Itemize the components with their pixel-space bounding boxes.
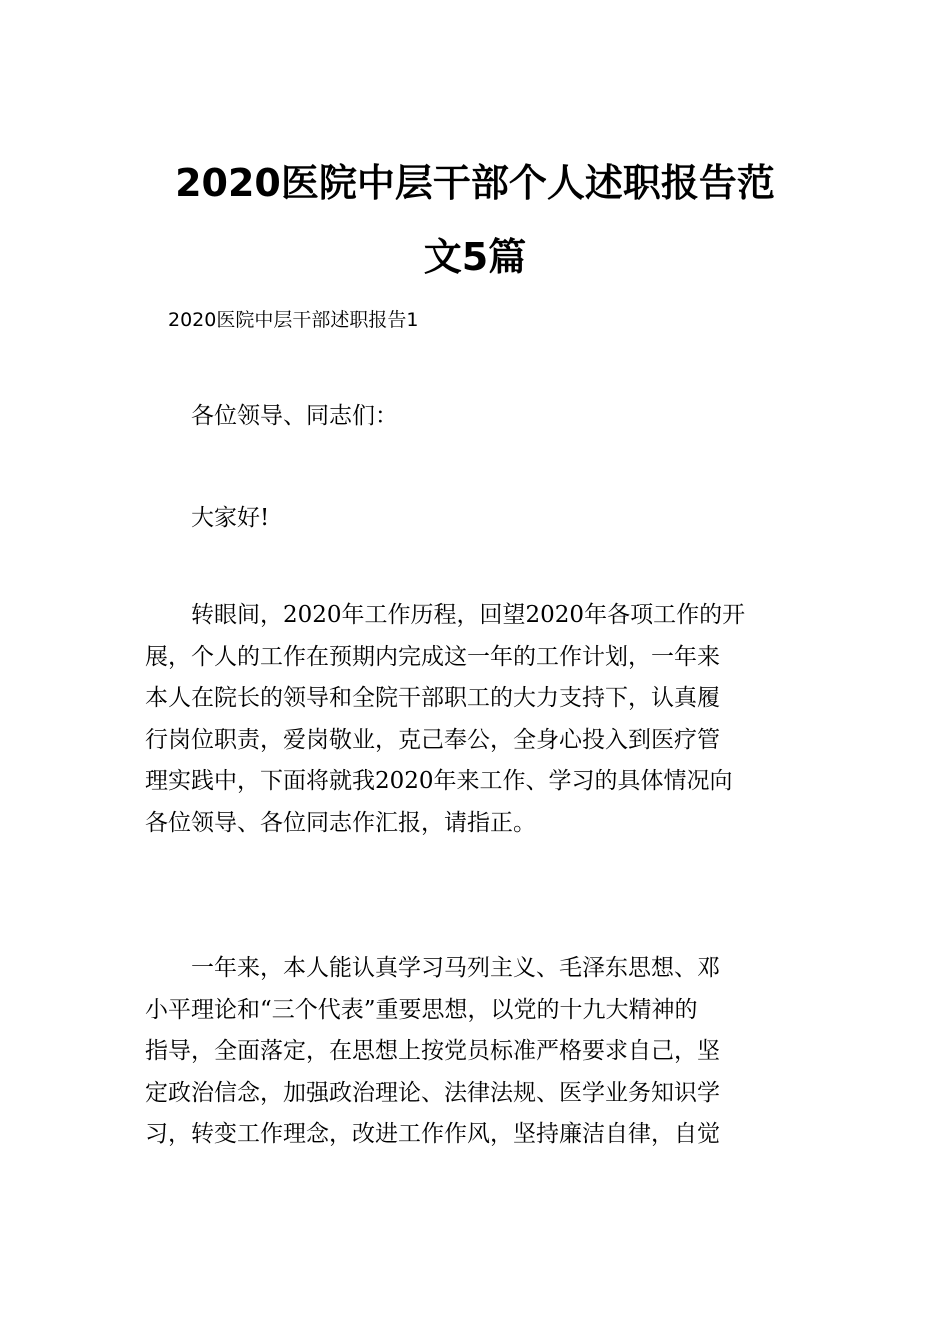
- paragraph-line: 各位领导、各位同志作汇报，请指正。: [145, 809, 536, 836]
- paragraph-line: 展，个人的工作在预期内完成这一年的工作计划，一年来: [145, 643, 720, 670]
- paragraph-line: 理实践中，下面将就我2020年来工作、学习的具体情况向: [145, 768, 733, 794]
- greeting-paragraph: 各位领导、同志们：: [191, 403, 398, 429]
- paragraph-line: 转眼间，2020年工作历程，回望2020年各项工作的开: [191, 602, 746, 628]
- paragraph-line: 行岗位职责，爱岗敬业，克己奉公，全身心投入到医疗管: [145, 726, 720, 753]
- document-title-line-2: 文5篇: [423, 235, 527, 279]
- paragraph-line: 指导，全面落定，在思想上按党员标准严格要求自己，坚: [145, 1038, 720, 1064]
- body-paragraph-1: [145, 595, 807, 844]
- paragraph-line: 小平理论和“三个代表”重要思想，以党的十九大精神的: [145, 996, 698, 1023]
- paragraph-line: 本人在院长的领导和全院干部职工的大力支持下，认真履: [145, 685, 720, 711]
- paragraph-line: 一年来，本人能认真学习马列主义、毛泽东思想、邓: [191, 955, 720, 981]
- body-paragraph-2: [145, 948, 807, 1156]
- section-heading: 2020医院中层干部述职报告1: [168, 309, 419, 331]
- document-title-line-1: 2020医院中层干部个人述职报告范: [175, 161, 775, 205]
- hello-paragraph: 大家好!: [191, 505, 270, 531]
- paragraph-line: 习，转变工作理念，改进工作作风，坚持廉洁自律，自觉: [145, 1121, 720, 1147]
- paragraph-line: 定政治信念，加强政治理论、法律法规、医学业务知识学: [145, 1079, 720, 1106]
